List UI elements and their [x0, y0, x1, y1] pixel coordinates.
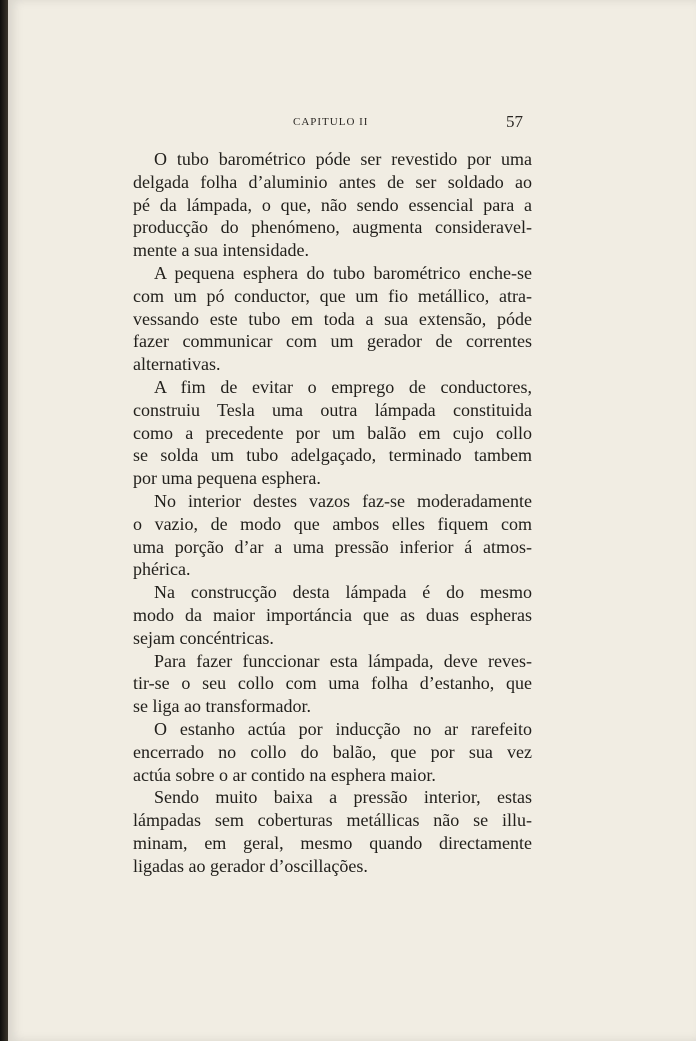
- text-line: pé da lámpada, o que, não sendo essencial para a: [133, 194, 532, 215]
- paragraph-6: [133, 650, 532, 718]
- text-line: modo da maior importáncia que as duas espheras: [133, 604, 532, 625]
- text-line: lámpadas sem coberturas metállicas não se illu-: [133, 810, 532, 831]
- text-line: minam, em geral, mesmo quando directamente: [133, 832, 532, 853]
- paragraph-5: [133, 581, 532, 649]
- text-line: por uma pequena esphera.: [133, 468, 321, 489]
- text-line: uma porção d’ar a uma pressão inferior á atmos-: [133, 536, 532, 557]
- text-line: mente a sua intensidade.: [133, 240, 309, 261]
- text-line: phérica.: [133, 559, 191, 580]
- running-head: CAPITULO II: [293, 116, 369, 128]
- text-line: actúa sobre o ar contido na esphera maior.: [133, 764, 436, 785]
- paragraph-2: [133, 262, 532, 376]
- text-line: sejam concéntricas.: [133, 627, 274, 648]
- paragraph-4: [133, 490, 532, 581]
- text-line: se liga ao transformador.: [133, 696, 311, 717]
- text-line: Para fazer funccionar esta lámpada, deve reves-: [154, 650, 532, 671]
- text-line: O tubo barométrico póde ser revestido por uma: [154, 149, 532, 169]
- text-line: alternativas.: [133, 354, 221, 375]
- text-line: o vazio, de modo que ambos elles fiquem com: [133, 513, 532, 534]
- paragraph-8: [133, 786, 532, 877]
- text-line: encerrado no collo do balão, que por sua vez: [133, 741, 532, 762]
- text-line: construiu Tesla uma outra lámpada constituida: [133, 399, 532, 420]
- text-line: como a precedente por um balão em cujo collo: [133, 422, 532, 443]
- text-line: A pequena esphera do tubo barométrico enche-se: [154, 262, 532, 283]
- text-line: delgada folha d’aluminio antes de ser soldado ao: [133, 171, 532, 192]
- book-binding-edge: [0, 0, 8, 1041]
- text-line: ligadas ao gerador d’oscillações.: [133, 855, 368, 876]
- page-number: 57: [506, 112, 523, 131]
- body-text: [133, 148, 532, 878]
- text-line: se solda um tubo adelgaçado, terminado tambem: [133, 445, 532, 466]
- text-line: fazer communicar com um gerador de correntes: [133, 331, 532, 352]
- text-line: vessando este tubo em toda a sua extensão, póde: [133, 308, 532, 329]
- paragraph-7: [133, 718, 532, 786]
- text-line: com um pó conductor, que um fio metállico, atra-: [133, 285, 532, 306]
- paragraph-3: [133, 376, 532, 490]
- text-line: producção do phenómeno, augmenta consideravel-: [133, 217, 532, 238]
- text-line: Sendo muito baixa a pressão interior, estas: [154, 787, 532, 808]
- text-line: tir-se o seu collo com uma folha d’estanho, que: [133, 673, 532, 694]
- text-line: O estanho actúa por inducção no ar rarefeito: [154, 718, 532, 739]
- text-line: Na construcção desta lámpada é do mesmo: [154, 582, 532, 603]
- paragraph-1: [133, 148, 532, 262]
- book-page: [8, 0, 696, 1041]
- text-line: No interior destes vazos faz-se moderadamente: [154, 490, 532, 511]
- text-line: A fim de evitar o emprego de conductores,: [154, 376, 532, 397]
